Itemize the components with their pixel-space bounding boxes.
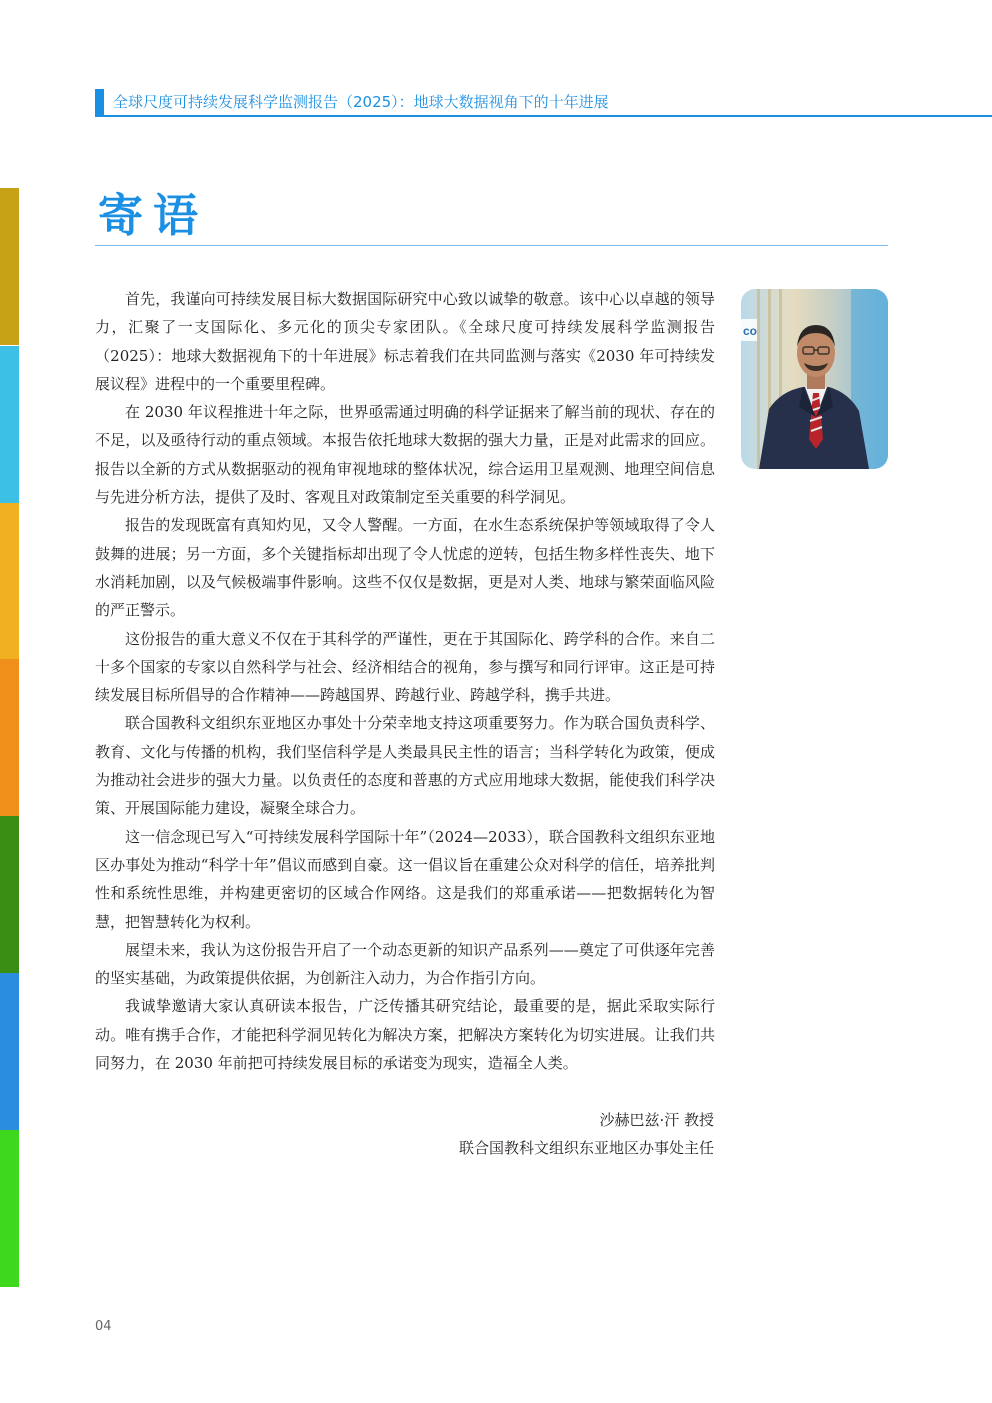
side-strip-segment: [0, 973, 19, 1130]
foreword-body: [95, 285, 715, 1077]
body-paragraph: 我诚挚邀请大家认真研读本报告，广泛传播其研究结论，最重要的是，据此采取实际行动。唯有携手合作，才能把科学洞见转化为解决方案，把解决方案转化为切实进展。让我们共同努力，在 2030 年前把可持续发展目标的承诺变为现实，造福全人类。: [95, 997, 715, 1073]
svg-text:co: co: [743, 324, 758, 338]
page-number: 04: [95, 1319, 112, 1334]
portrait-illustration: [741, 289, 888, 469]
side-strip-segment: [0, 659, 19, 816]
side-strip-segment: [0, 816, 19, 973]
page-title: 寄语: [98, 189, 209, 242]
portrait-photo: [741, 289, 888, 469]
side-strip-segment: [0, 1130, 19, 1287]
body-paragraph: 首先，我谨向可持续发展目标大数据国际研究中心致以诚挚的敬意。该中心以卓越的领导力，汇聚了一支国际化、多元化的顶尖专家团队。《全球尺度可持续发展科学监测报告（2025）：地球大数据视角下的十年进展》标志着我们在共同监测与落实《2030 年可持续发展议程》进程中的一个重要里程碑。: [95, 290, 715, 393]
side-strip-segment: [0, 346, 19, 503]
signature-name: 沙赫巴兹·汗 教授: [599, 1111, 714, 1129]
running-header-title: 全球尺度可持续发展科学监测报告（2025）：地球大数据视角下的十年进展: [113, 93, 609, 111]
body-paragraph: 报告的发现既富有真知灼见，又令人警醒。一方面，在水生态系统保护等领域取得了令人鼓舞的进展；另一方面，多个关键指标却出现了令人忧虑的逆转，包括生物多样性丧失、地下水消耗加剧，以及气候极端事件影响。这些不仅仅是数据，更是对人类、地球与繁荣面临风险的严正警示。: [95, 516, 715, 620]
body-paragraph: 展望未来，我认为这份报告开启了一个动态更新的知识产品系列——奠定了可供逐年完善的坚实基础，为政策提供依据，为创新注入动力，为合作指引方向。: [95, 940, 715, 988]
body-paragraph: 联合国教科文组织东亚地区办事处十分荣幸地支持这项重要努力。作为联合国负责科学、教育、文化与传播的机构，我们坚信科学是人类最具民主性的语言；当科学转化为政策，便成为推动社会进步的强大力量。以负责任的态度和普惠的方式应用地球大数据，能使我们科学决策、开展国际能力建设，凝聚全球合力。: [95, 714, 715, 818]
header-rule: [95, 115, 992, 117]
body-paragraph: 在 2030 年议程推进十年之际，世界亟需通过明确的科学证据来了解当前的现状、存在的不足，以及亟待行动的重点领域。本报告依托地球大数据的强大力量，正是对此需求的回应。报告以全新的方式从数据驱动的视角审视地球的整体状况，综合运用卫星观测、地理空间信息与先进分析方法，提供了及时、客观且对政策制定至关重要的科学洞见。: [95, 403, 715, 507]
body-paragraph: 这一信念现已写入“可持续发展科学国际十年”（2024—2033），联合国教科文组织东亚地区办事处为推动“科学十年”倡议而感到自豪。这一倡议旨在重建公众对科学的信任，培养批判性和系统性思维，并构建更密切的区域合作网络。这是我们的郑重承诺——把数据转化为智慧，把智慧转化为权利。: [95, 827, 715, 931]
header-accent-mark: [95, 89, 104, 115]
side-strip-segment: [0, 503, 19, 660]
signature-position: 联合国教科文组织东亚地区办事处主任: [458, 1139, 714, 1157]
title-rule: [95, 245, 888, 246]
body-paragraph: 这份报告的重大意义不仅在于其科学的严谨性，更在于其国际化、跨学科的合作。来自二十多个国家的专家以自然科学与社会、经济相结合的视角，参与撰写和同行评审。这正是可持续发展目标所倡导的合作精神——跨越国界、跨越行业、跨越学科，携手共进。: [95, 629, 715, 705]
side-strip-segment: [0, 188, 19, 345]
